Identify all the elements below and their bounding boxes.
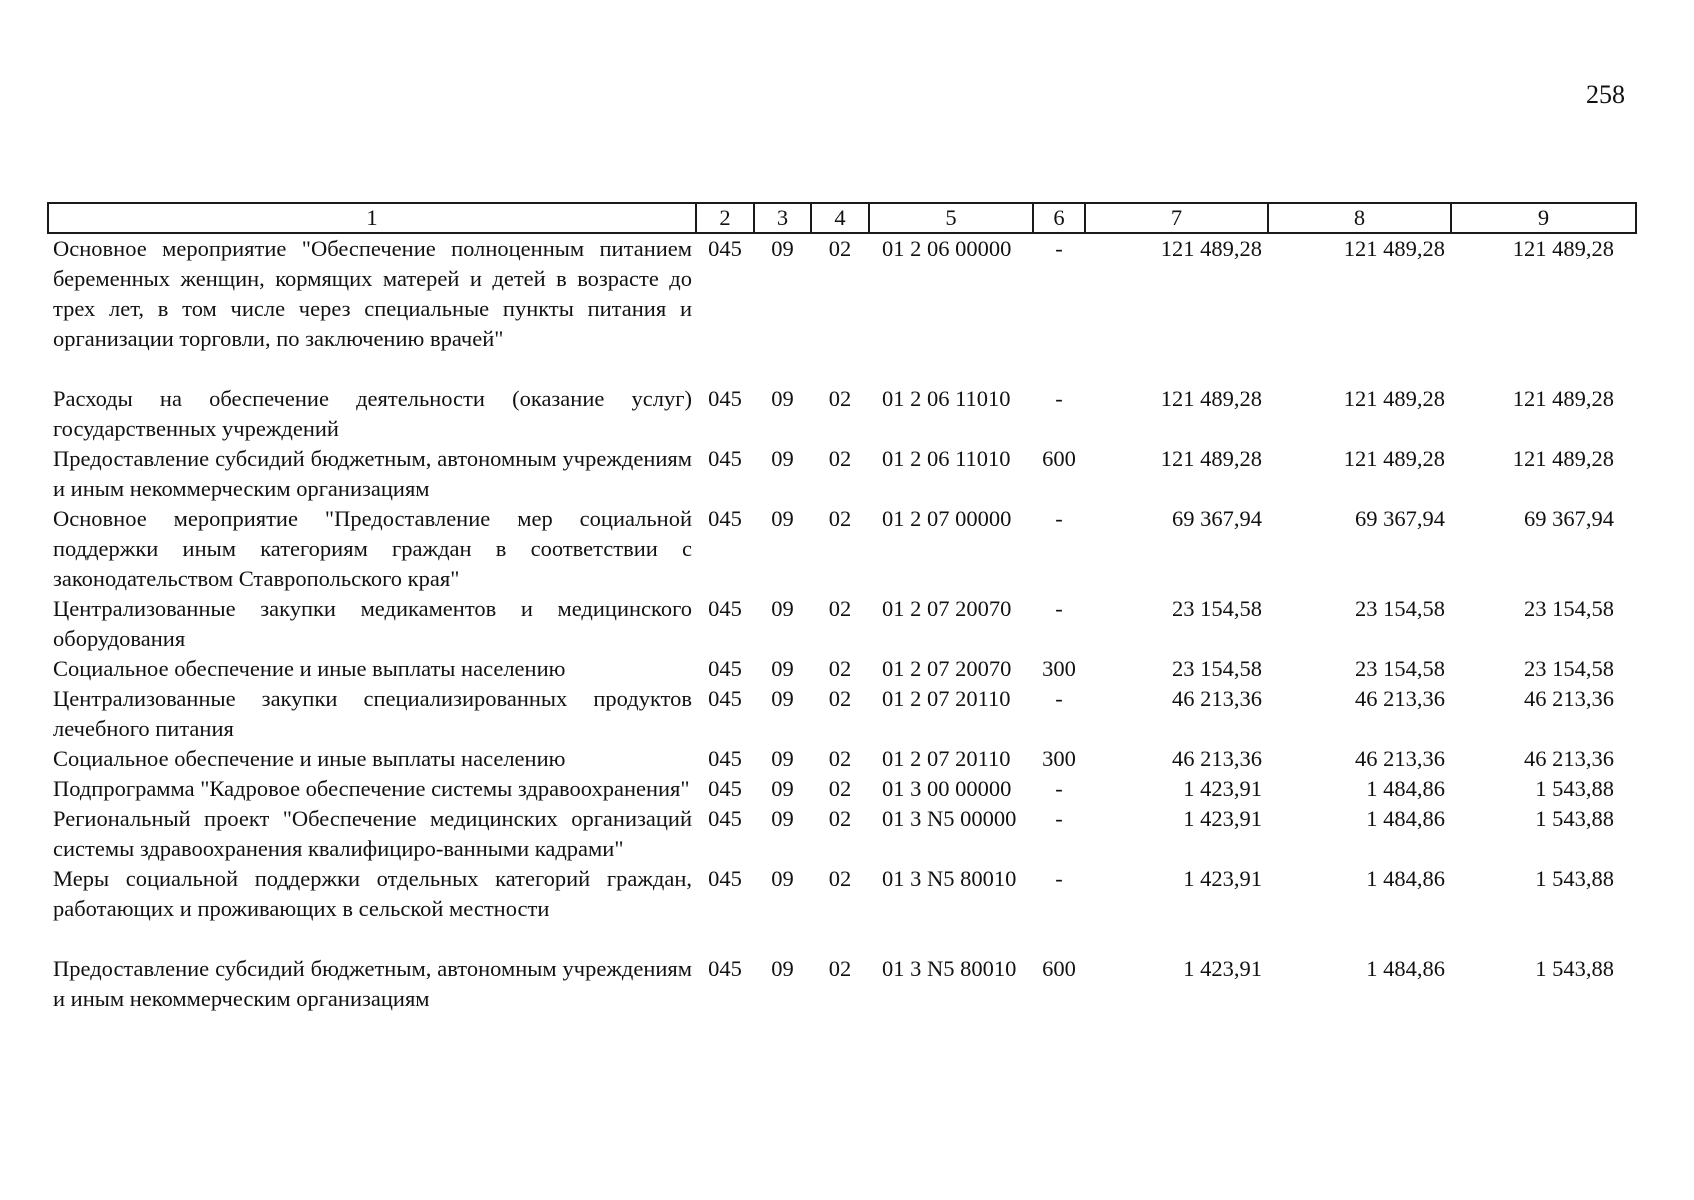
row-name: Подпрограмма "Кадровое обеспечение системы здравоохранения" xyxy=(53,776,690,801)
row-amount-col9: 46 213,36 xyxy=(1524,686,1614,711)
row-subsection: 02 xyxy=(828,506,852,531)
row-amount-col9: 1 543,88 xyxy=(1535,956,1614,981)
row-subsection: 02 xyxy=(828,866,852,891)
table-row xyxy=(48,384,1636,444)
row-section: 09 xyxy=(771,776,794,801)
header-col-8: 8 xyxy=(1268,203,1451,233)
table-row xyxy=(48,684,1636,744)
row-amount-col9: 23 154,58 xyxy=(1524,656,1614,681)
row-amount-col7: 46 213,36 xyxy=(1172,686,1262,711)
row-name: Меры социальной поддержки отдельных категорий граждан, работающих и проживающих в сельской местности xyxy=(53,866,692,921)
row-subsection: 02 xyxy=(828,596,852,621)
row-amount-col9: 121 489,28 xyxy=(1512,386,1614,411)
row-target-article: 01 3 N5 00000 xyxy=(882,806,1017,831)
table-row xyxy=(48,804,1636,864)
row-amount-col8: 121 489,28 xyxy=(1343,386,1445,411)
table-row xyxy=(48,774,1636,804)
header-col-4: 4 xyxy=(811,203,869,233)
row-subsection: 02 xyxy=(828,806,852,831)
row-target-article: 01 2 07 20070 xyxy=(882,656,1012,681)
page-number: 258 xyxy=(1586,80,1625,109)
row-target-article: 01 2 06 00000 xyxy=(882,236,1012,261)
row-amount-col7: 23 154,58 xyxy=(1172,596,1262,621)
row-subsection: 02 xyxy=(828,656,852,681)
row-expense-type: - xyxy=(1055,386,1063,411)
table-row xyxy=(48,864,1636,954)
header-col-3: 3 xyxy=(754,203,811,233)
row-target-article: 01 3 00 00000 xyxy=(882,776,1012,801)
row-subsection: 02 xyxy=(828,386,852,411)
table-row xyxy=(48,594,1636,654)
row-subsection: 02 xyxy=(828,236,852,261)
header-col-7: 7 xyxy=(1085,203,1268,233)
row-amount-col9: 1 543,88 xyxy=(1535,806,1614,831)
row-amount-col7: 1 423,91 xyxy=(1183,956,1262,981)
row-amount-col8: 1 484,86 xyxy=(1366,866,1445,891)
row-section: 09 xyxy=(771,506,794,531)
row-name: Основное мероприятие "Предоставление мер социальной поддержки иным категориям граждан в соответствии с законодательством Ставропольского края" xyxy=(53,506,692,591)
row-amount-col9: 121 489,28 xyxy=(1512,236,1614,261)
row-grbs: 045 xyxy=(708,686,742,711)
row-amount-col8: 69 367,94 xyxy=(1355,506,1445,531)
row-target-article: 01 3 N5 80010 xyxy=(882,956,1017,981)
table-row xyxy=(48,744,1636,774)
row-amount-col8: 46 213,36 xyxy=(1355,746,1445,771)
row-amount-col8: 1 484,86 xyxy=(1366,956,1445,981)
row-section: 09 xyxy=(771,866,794,891)
row-amount-col9: 23 154,58 xyxy=(1524,596,1614,621)
row-section: 09 xyxy=(771,956,794,981)
row-amount-col9: 121 489,28 xyxy=(1512,446,1614,471)
row-expense-type: - xyxy=(1055,866,1063,891)
row-target-article: 01 3 N5 80010 xyxy=(882,866,1017,891)
row-amount-col7: 1 423,91 xyxy=(1183,806,1262,831)
row-subsection: 02 xyxy=(828,686,852,711)
row-amount-col8: 121 489,28 xyxy=(1343,446,1445,471)
row-amount-col7: 121 489,28 xyxy=(1160,386,1262,411)
row-grbs: 045 xyxy=(708,596,742,621)
row-name: Централизованные закупки медикаментов и медицинского оборудования xyxy=(53,596,692,651)
row-section: 09 xyxy=(771,806,794,831)
row-section: 09 xyxy=(771,446,794,471)
row-grbs: 045 xyxy=(708,956,742,981)
row-amount-col7: 46 213,36 xyxy=(1172,746,1262,771)
row-subsection: 02 xyxy=(828,956,852,981)
header-col-5: 5 xyxy=(869,203,1033,233)
row-amount-col7: 23 154,58 xyxy=(1172,656,1262,681)
row-amount-col8: 23 154,58 xyxy=(1355,596,1445,621)
row-grbs: 045 xyxy=(708,866,742,891)
row-grbs: 045 xyxy=(708,656,742,681)
row-target-article: 01 2 06 11010 xyxy=(882,446,1011,471)
row-expense-type: - xyxy=(1055,596,1063,621)
row-grbs: 045 xyxy=(708,236,742,261)
row-amount-col8: 1 484,86 xyxy=(1366,776,1445,801)
row-amount-col9: 1 543,88 xyxy=(1535,776,1614,801)
row-subsection: 02 xyxy=(828,746,852,771)
row-grbs: 045 xyxy=(708,806,742,831)
row-name: Социальное обеспечение и иные выплаты населению xyxy=(53,656,566,681)
row-amount-col7: 1 423,91 xyxy=(1183,776,1262,801)
row-amount-col8: 23 154,58 xyxy=(1355,656,1445,681)
row-name: Расходы на обеспечение деятельности (оказание услуг) государственных учреждений xyxy=(53,386,692,441)
row-name: Централизованные закупки специализированных продуктов лечебного питания xyxy=(53,686,692,741)
table-row xyxy=(48,504,1636,594)
row-expense-type: - xyxy=(1055,806,1063,831)
row-grbs: 045 xyxy=(708,386,742,411)
row-target-article: 01 2 07 00000 xyxy=(882,506,1012,531)
row-amount-col9: 1 543,88 xyxy=(1535,866,1614,891)
row-expense-type: - xyxy=(1055,506,1063,531)
header-col-2: 2 xyxy=(696,203,754,233)
row-name: Основное мероприятие "Обеспечение полноценным питанием беременных женщин, кормящих матерей и детей в возрасте до трех лет, в том числе через специальные пункты питания и организации торговли, по заключению врачей" xyxy=(53,236,692,351)
row-name: Социальное обеспечение и иные выплаты населению xyxy=(53,746,566,771)
row-grbs: 045 xyxy=(708,446,742,471)
row-section: 09 xyxy=(771,746,794,771)
header-col-9: 9 xyxy=(1451,203,1636,233)
row-amount-col7: 121 489,28 xyxy=(1160,236,1262,261)
row-target-article: 01 2 07 20110 xyxy=(882,686,1011,711)
header-row xyxy=(48,203,1636,233)
row-expense-type: - xyxy=(1055,236,1063,261)
row-amount-col7: 69 367,94 xyxy=(1172,506,1262,531)
row-amount-col7: 121 489,28 xyxy=(1160,446,1262,471)
row-amount-col8: 121 489,28 xyxy=(1343,236,1445,261)
table-row xyxy=(48,954,1636,1014)
table-row xyxy=(48,654,1636,684)
row-name: Региональный проект "Обеспечение медицинских организаций системы здравоохранения квалифициро-ванными кадрами" xyxy=(53,806,692,861)
row-amount-col8: 1 484,86 xyxy=(1366,806,1445,831)
row-expense-type: - xyxy=(1055,686,1063,711)
row-subsection: 02 xyxy=(828,446,852,471)
row-expense-type: 300 xyxy=(1042,746,1076,771)
row-amount-col9: 46 213,36 xyxy=(1524,746,1614,771)
row-expense-type: 300 xyxy=(1042,656,1076,681)
row-amount-col7: 1 423,91 xyxy=(1183,866,1262,891)
table-row xyxy=(48,444,1636,504)
row-section: 09 xyxy=(771,236,794,261)
row-target-article: 01 2 07 20110 xyxy=(882,746,1011,771)
row-section: 09 xyxy=(771,596,794,621)
row-section: 09 xyxy=(771,686,794,711)
row-amount-col9: 69 367,94 xyxy=(1524,506,1614,531)
budget-table xyxy=(47,202,1637,1014)
header-col-1: 1 xyxy=(48,203,696,233)
row-name: Предоставление субсидий бюджетным, автономным учреждениям и иным некоммерческим организациям xyxy=(53,446,692,501)
row-amount-col8: 46 213,36 xyxy=(1355,686,1445,711)
header-col-6: 6 xyxy=(1033,203,1085,233)
row-expense-type: 600 xyxy=(1042,956,1076,981)
row-subsection: 02 xyxy=(828,776,852,801)
row-target-article: 01 2 07 20070 xyxy=(882,596,1012,621)
row-grbs: 045 xyxy=(708,506,742,531)
row-name: Предоставление субсидий бюджетным, автономным учреждениям и иным некоммерческим организациям xyxy=(53,956,692,1011)
row-section: 09 xyxy=(771,656,794,681)
row-grbs: 045 xyxy=(708,776,742,801)
row-expense-type: 600 xyxy=(1042,446,1076,471)
row-grbs: 045 xyxy=(708,746,742,771)
row-target-article: 01 2 06 11010 xyxy=(882,386,1011,411)
row-section: 09 xyxy=(771,386,794,411)
row-expense-type: - xyxy=(1055,776,1063,801)
table-row xyxy=(48,233,1636,384)
